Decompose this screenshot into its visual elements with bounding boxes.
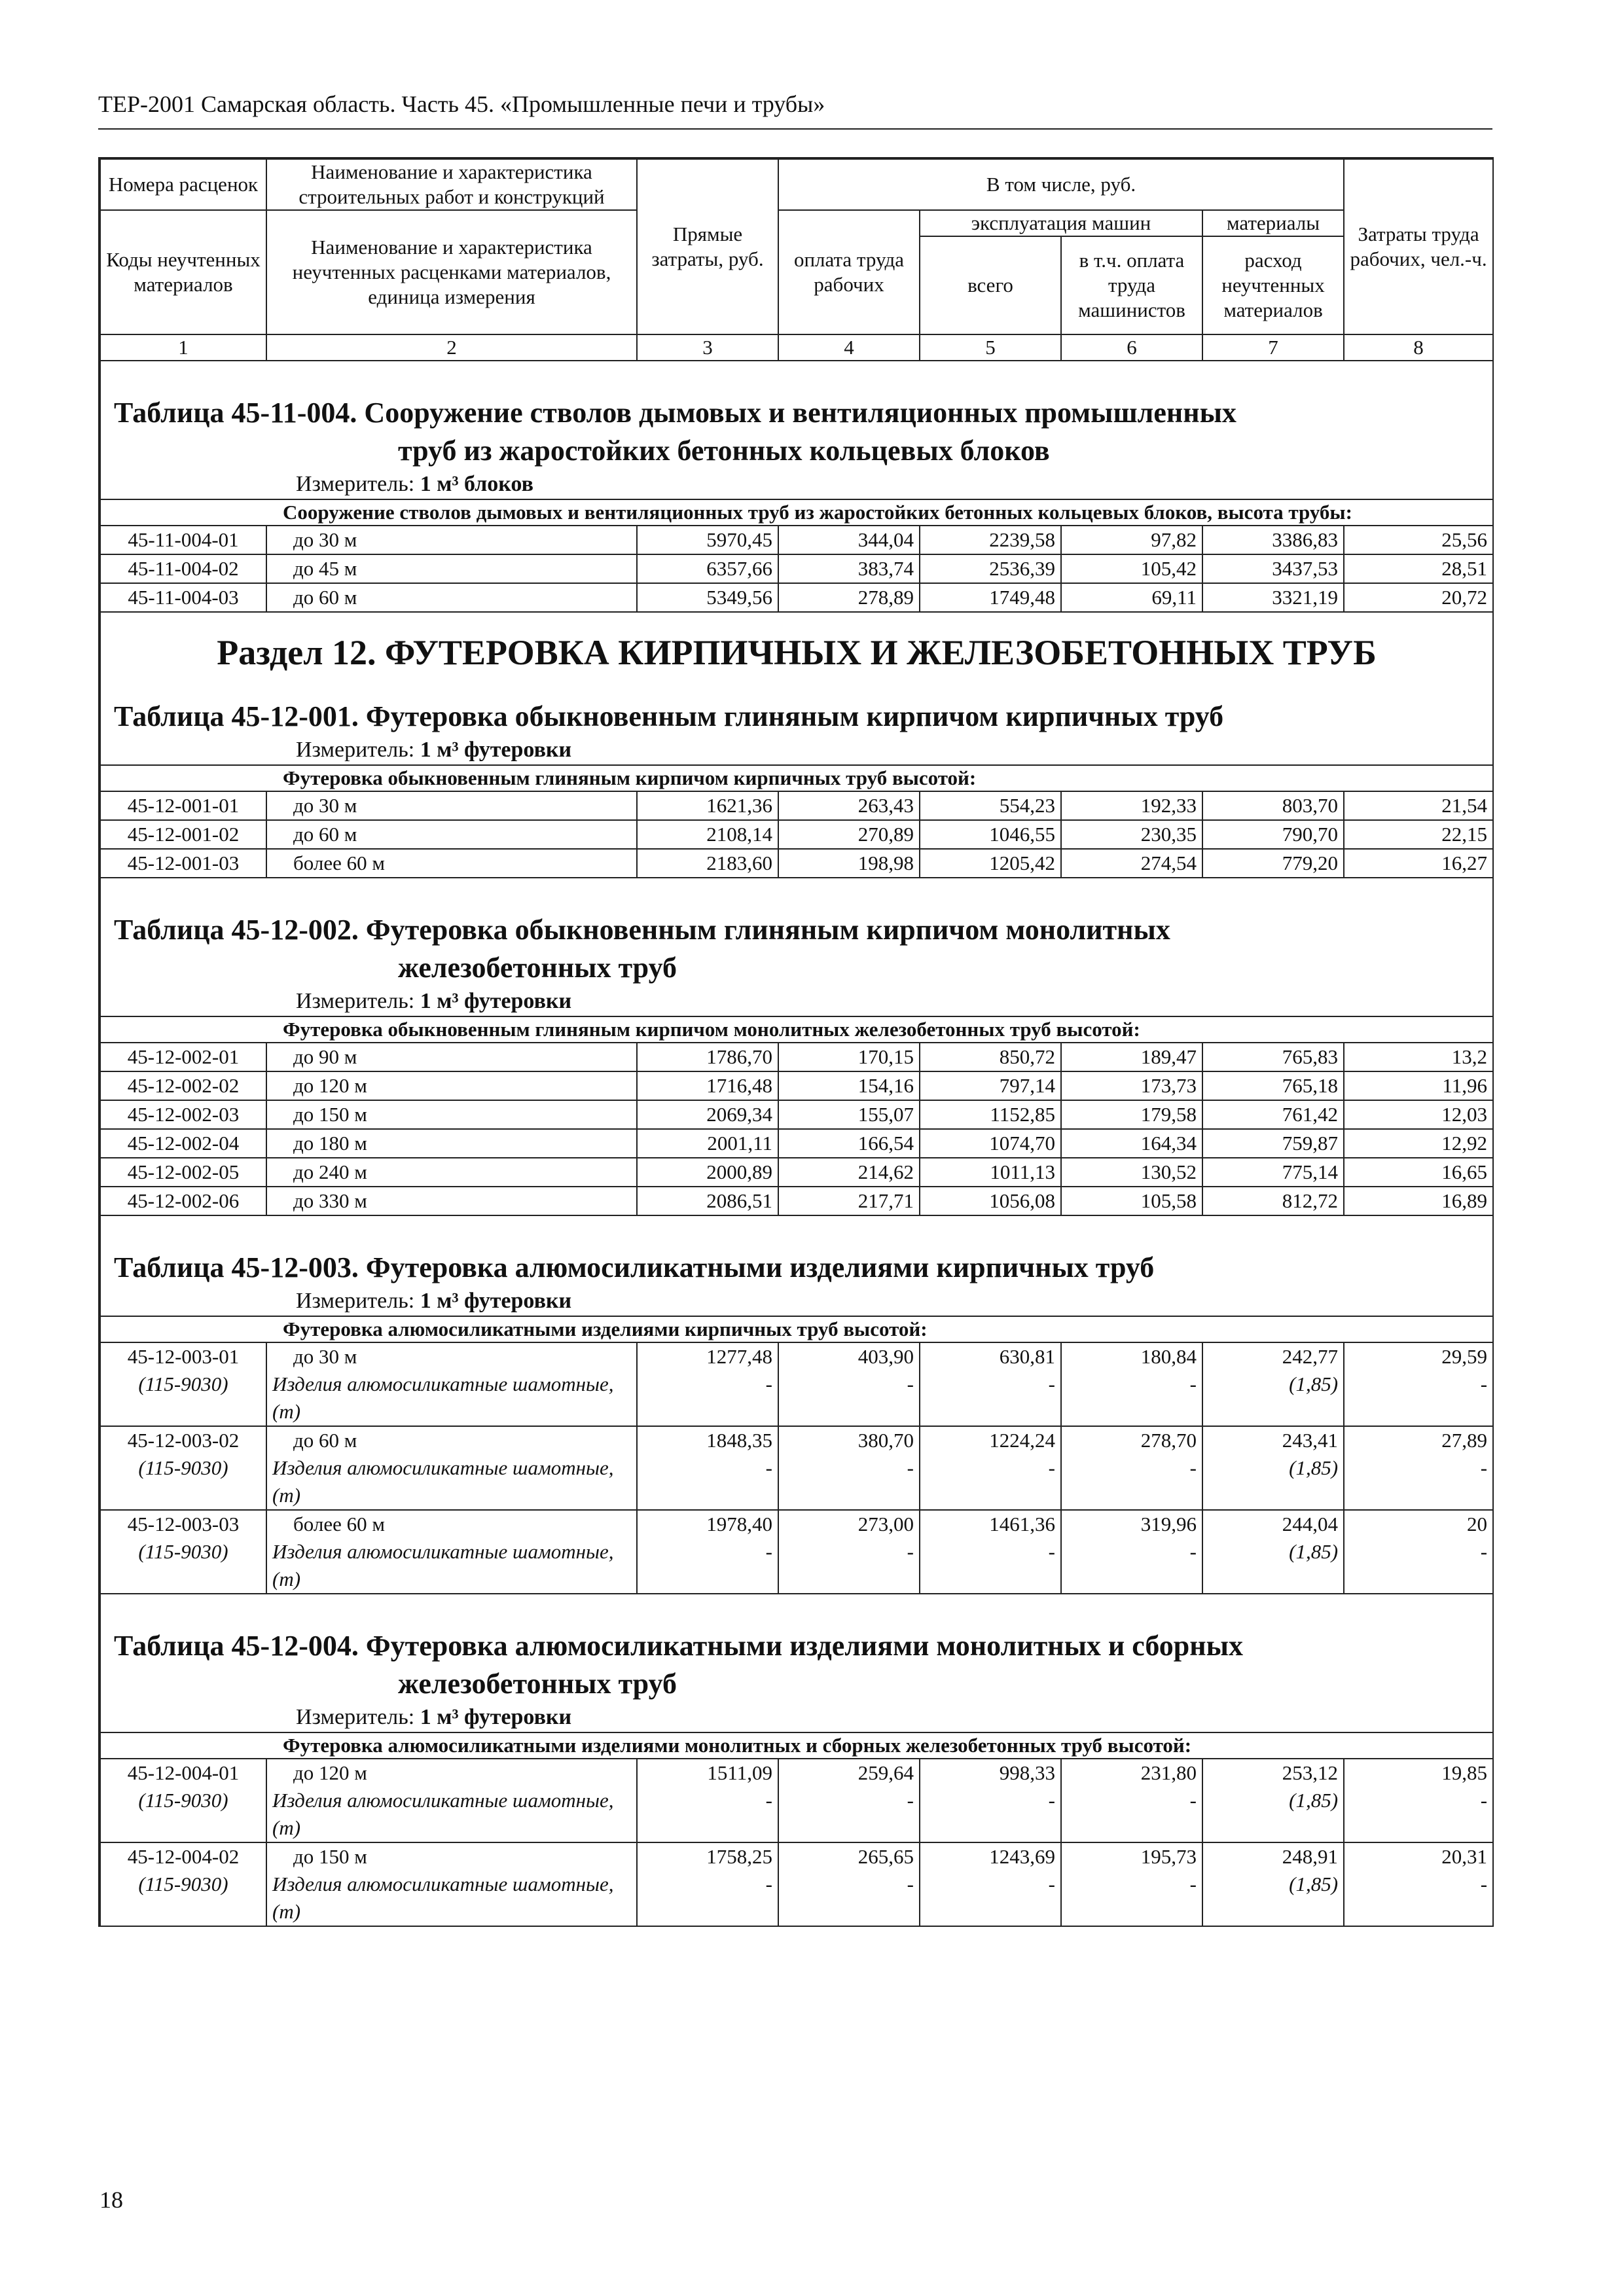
measure-unit: Измеритель: 1 м³ блоков [296, 472, 533, 496]
rate-code: 45-11-004-02 [100, 554, 266, 583]
work-name: до 30 м Изделия алюмосиликатные шамотные, (т) [266, 1342, 637, 1426]
value-cell: 1749,48 [920, 583, 1061, 612]
value-cell: 265,65 - [778, 1842, 920, 1926]
col7-header: расход неучтенных материалов [1202, 236, 1344, 334]
table-title-line2: железобетонных труб [398, 952, 677, 984]
table-row [100, 1510, 1493, 1594]
work-name: до 150 м Изделия алюмосиликатные шамотные, (т) [266, 1842, 637, 1926]
table-title-line2: железобетонных труб [398, 1668, 677, 1700]
value-cell: 25,56 [1344, 526, 1493, 554]
value-cell: 2000,89 [637, 1158, 778, 1187]
value-cell: 1461,36 - [920, 1510, 1061, 1594]
value-cell: 230,35 [1061, 820, 1202, 849]
value-cell: 27,89 - [1344, 1426, 1493, 1510]
rate-code: 45-12-002-01 [100, 1043, 266, 1071]
page-number: 18 [99, 2187, 123, 2213]
col1-bottom: Коды неучтенных материалов [100, 210, 266, 334]
value-cell: 180,84 - [1061, 1342, 1202, 1426]
section-title: Раздел 12. ФУТЕРОВКА КИРПИЧНЫХ И ЖЕЛЕЗОБЕТОННЫХ ТРУБ [217, 633, 1377, 672]
value-cell: 1243,69 - [920, 1842, 1061, 1926]
value-cell: 380,70 - [778, 1426, 920, 1510]
value-cell: 759,87 [1202, 1129, 1344, 1158]
value-cell: 803,70 [1202, 791, 1344, 820]
value-cell: 2001,11 [637, 1129, 778, 1158]
value-cell: 274,54 [1061, 849, 1202, 878]
value-cell: 319,96 - [1061, 1510, 1202, 1594]
value-cell: 403,90 - [778, 1342, 920, 1426]
value-cell: 243,41 (1,85) [1202, 1426, 1344, 1510]
group-heading: Футеровка алюмосиликатными изделиями кирпичных труб высотой: [100, 1316, 1493, 1342]
value-cell: 13,2 [1344, 1043, 1493, 1071]
col-number: 2 [266, 334, 637, 361]
table-title [114, 1627, 1479, 1703]
value-cell: 1978,40 - [637, 1510, 778, 1594]
measure-value: 1 м³ футеровки [420, 1705, 572, 1729]
value-cell: 270,89 [778, 820, 920, 849]
measure-value: 1 м³ блоков [420, 472, 533, 496]
value-cell: 22,15 [1344, 820, 1493, 849]
value-cell: 217,71 [778, 1187, 920, 1215]
col-number: 6 [1061, 334, 1202, 361]
table-row [100, 526, 1493, 554]
value-cell: 263,43 [778, 791, 920, 820]
table-row [100, 1759, 1493, 1842]
table-title-line1: Таблица 45-12-002. Футеровка обыкновенным глиняным кирпичом монолитных [114, 914, 1170, 946]
rate-code: 45-12-001-02 [100, 820, 266, 849]
value-cell: 1786,70 [637, 1043, 778, 1071]
rate-code: 45-12-002-03 [100, 1100, 266, 1129]
col-number: 8 [1344, 334, 1493, 361]
work-name: до 30 м [266, 526, 637, 554]
col6-header: в т.ч. оплата труда машинистов [1061, 236, 1202, 334]
work-name: до 180 м [266, 1129, 637, 1158]
work-name: до 120 м Изделия алюмосиликатные шамотные, (т) [266, 1759, 637, 1842]
col-number: 1 [100, 334, 266, 361]
value-cell: 812,72 [1202, 1187, 1344, 1215]
table-row [100, 820, 1493, 849]
col-number: 4 [778, 334, 920, 361]
measure-unit: Измеритель: 1 м³ футеровки [296, 738, 572, 762]
table-title [114, 1249, 1479, 1287]
table-row [100, 1071, 1493, 1100]
value-cell: 2536,39 [920, 554, 1061, 583]
value-cell: 259,64 - [778, 1759, 920, 1842]
value-cell: 253,12 (1,85) [1202, 1759, 1344, 1842]
value-cell: 1056,08 [920, 1187, 1061, 1215]
rate-code: 45-12-002-04 [100, 1129, 266, 1158]
measure-value: 1 м³ футеровки [420, 989, 572, 1013]
table-row [100, 849, 1493, 878]
value-cell: 3437,53 [1202, 554, 1344, 583]
price-table [99, 158, 1494, 1927]
value-cell: 166,54 [778, 1129, 920, 1158]
value-cell: 105,58 [1061, 1187, 1202, 1215]
value-cell: 69,11 [1061, 583, 1202, 612]
value-cell: 850,72 [920, 1043, 1061, 1071]
value-cell: 173,73 [1061, 1071, 1202, 1100]
work-name: до 45 м [266, 554, 637, 583]
rate-code: 45-12-003-02 (115-9030) [100, 1426, 266, 1510]
table-row [100, 1187, 1493, 1215]
table-title-line1: Таблица 45-12-003. Футеровка алюмосиликатными изделиями кирпичных труб [114, 1251, 1155, 1283]
work-name: более 60 м Изделия алюмосиликатные шамотные, (т) [266, 1510, 637, 1594]
value-cell: 797,14 [920, 1071, 1061, 1100]
col-number: 7 [1202, 334, 1344, 361]
table-title-line1: Таблица 45-11-004. Сооружение стволов дымовых и вентиляционных промышленных [114, 397, 1236, 429]
work-name: до 240 м [266, 1158, 637, 1187]
table-title-line2: труб из жаростойких бетонных кольцевых блоков [398, 435, 1050, 467]
value-cell: 765,83 [1202, 1043, 1344, 1071]
rate-code: 45-12-004-02 (115-9030) [100, 1842, 266, 1926]
value-cell: 170,15 [778, 1043, 920, 1071]
value-cell: 12,03 [1344, 1100, 1493, 1129]
value-cell: 1848,35 - [637, 1426, 778, 1510]
value-cell: 20,72 [1344, 583, 1493, 612]
value-cell: 105,42 [1061, 554, 1202, 583]
value-cell: 2086,51 [637, 1187, 778, 1215]
value-cell: 164,34 [1061, 1129, 1202, 1158]
machines-header: эксплуатация машин [920, 210, 1202, 236]
col2-bottom: Наименование и характеристика неучтенных расценками материалов, единица измерения [266, 210, 637, 334]
col-number: 5 [920, 334, 1061, 361]
work-name: до 90 м [266, 1043, 637, 1071]
group-heading: Сооружение стволов дымовых и вентиляционных труб из жаростойких бетонных кольцевых блоков, высота трубы: [100, 499, 1493, 526]
table-title-line1: Таблица 45-12-001. Футеровка обыкновенным глиняным кирпичом кирпичных труб [114, 700, 1224, 732]
value-cell: 154,16 [778, 1071, 920, 1100]
measure-value: 1 м³ футеровки [420, 738, 572, 762]
value-cell: 1046,55 [920, 820, 1061, 849]
header-rule [98, 128, 1492, 130]
col3-header: Прямые затраты, руб. [637, 159, 778, 334]
value-cell: 19,85 - [1344, 1759, 1493, 1842]
value-cell: 779,20 [1202, 849, 1344, 878]
rate-code: 45-12-001-01 [100, 791, 266, 820]
col1-top: Номера расценок [100, 159, 266, 210]
value-cell: 29,59 - [1344, 1342, 1493, 1426]
materials-header: материалы [1202, 210, 1344, 236]
rate-code: 45-12-003-01 (115-9030) [100, 1342, 266, 1426]
rate-code: 45-12-001-03 [100, 849, 266, 878]
value-cell: 248,91 (1,85) [1202, 1842, 1344, 1926]
work-name: до 60 м [266, 820, 637, 849]
rate-code: 45-12-002-05 [100, 1158, 266, 1187]
measure-value: 1 м³ футеровки [420, 1289, 572, 1313]
group-heading: Футеровка обыкновенным глиняным кирпичом монолитных железобетонных труб высотой: [100, 1016, 1493, 1043]
measure-unit: Измеритель: 1 м³ футеровки [296, 1289, 572, 1313]
value-cell: 179,58 [1061, 1100, 1202, 1129]
col5-header: всего [920, 236, 1061, 334]
table-title-line1: Таблица 45-12-004. Футеровка алюмосиликатными изделиями монолитных и сборных [114, 1630, 1243, 1662]
value-cell: 273,00 - [778, 1510, 920, 1594]
work-name: до 330 м [266, 1187, 637, 1215]
value-cell: 28,51 [1344, 554, 1493, 583]
rate-code: 45-11-004-01 [100, 526, 266, 554]
value-cell: 189,47 [1061, 1043, 1202, 1071]
work-name: до 60 м [266, 583, 637, 612]
value-cell: 2108,14 [637, 820, 778, 849]
value-cell: 5970,45 [637, 526, 778, 554]
value-cell: 998,33 - [920, 1759, 1061, 1842]
value-cell: 278,89 [778, 583, 920, 612]
table-row [100, 1842, 1493, 1926]
table-row [100, 1426, 1493, 1510]
value-cell: 242,77 (1,85) [1202, 1342, 1344, 1426]
col2-top: Наименование и характеристика строительных работ и конструкций [266, 159, 637, 210]
col-number: 3 [637, 334, 778, 361]
value-cell: 16,27 [1344, 849, 1493, 878]
group-heading: Футеровка обыкновенным глиняным кирпичом кирпичных труб высотой: [100, 765, 1493, 791]
table-row [100, 583, 1493, 612]
value-cell: 1011,13 [920, 1158, 1061, 1187]
value-cell: 16,89 [1344, 1187, 1493, 1215]
table-row [100, 1043, 1493, 1071]
value-cell: 6357,66 [637, 554, 778, 583]
value-cell: 244,04 (1,85) [1202, 1510, 1344, 1594]
value-cell: 214,62 [778, 1158, 920, 1187]
value-cell: 765,18 [1202, 1071, 1344, 1100]
value-cell: 20 - [1344, 1510, 1493, 1594]
table-row [100, 1129, 1493, 1158]
work-name: до 30 м [266, 791, 637, 820]
rate-code: 45-12-002-06 [100, 1187, 266, 1215]
table-row [100, 1158, 1493, 1187]
table-row [100, 554, 1493, 583]
value-cell: 761,42 [1202, 1100, 1344, 1129]
value-cell: 3386,83 [1202, 526, 1344, 554]
value-cell: 21,54 [1344, 791, 1493, 820]
value-cell: 5349,56 [637, 583, 778, 612]
col-group-header: В том числе, руб. [778, 159, 1344, 210]
measure-unit: Измеритель: 1 м³ футеровки [296, 1705, 572, 1729]
value-cell: 1074,70 [920, 1129, 1061, 1158]
work-name: до 150 м [266, 1100, 637, 1129]
value-cell: 97,82 [1061, 526, 1202, 554]
value-cell: 775,14 [1202, 1158, 1344, 1187]
value-cell: 3321,19 [1202, 583, 1344, 612]
table-title [114, 394, 1479, 470]
table-title [114, 698, 1479, 736]
value-cell: 192,33 [1061, 791, 1202, 820]
value-cell: 1205,42 [920, 849, 1061, 878]
value-cell: 554,23 [920, 791, 1061, 820]
work-name: более 60 м [266, 849, 637, 878]
value-cell: 2183,60 [637, 849, 778, 878]
value-cell: 2239,58 [920, 526, 1061, 554]
value-cell: 11,96 [1344, 1071, 1493, 1100]
rate-code: 45-12-002-02 [100, 1071, 266, 1100]
value-cell: 130,52 [1061, 1158, 1202, 1187]
value-cell: 12,92 [1344, 1129, 1493, 1158]
value-cell: 1758,25 - [637, 1842, 778, 1926]
value-cell: 198,98 [778, 849, 920, 878]
value-cell: 383,74 [778, 554, 920, 583]
col4-header: оплата труда рабочих [778, 210, 920, 334]
value-cell: 790,70 [1202, 820, 1344, 849]
work-name: до 120 м [266, 1071, 637, 1100]
value-cell: 1277,48 - [637, 1342, 778, 1426]
col8-header: Затраты труда рабочих, чел.-ч. [1344, 159, 1493, 334]
value-cell: 155,07 [778, 1100, 920, 1129]
value-cell: 1152,85 [920, 1100, 1061, 1129]
rate-code: 45-12-003-03 (115-9030) [100, 1510, 266, 1594]
value-cell: 2069,34 [637, 1100, 778, 1129]
value-cell: 1224,24 - [920, 1426, 1061, 1510]
column-header [100, 159, 1493, 361]
value-cell: 231,80 - [1061, 1759, 1202, 1842]
value-cell: 1621,36 [637, 791, 778, 820]
rate-code: 45-11-004-03 [100, 583, 266, 612]
rate-code: 45-12-004-01 (115-9030) [100, 1759, 266, 1842]
table-title [114, 911, 1479, 987]
value-cell: 278,70 - [1061, 1426, 1202, 1510]
running-header: ТЕР-2001 Самарская область. Часть 45. «Промышленные печи и трубы» [98, 91, 825, 117]
table-row [100, 791, 1493, 820]
value-cell: 1716,48 [637, 1071, 778, 1100]
value-cell: 16,65 [1344, 1158, 1493, 1187]
group-heading: Футеровка алюмосиликатными изделиями монолитных и сборных железобетонных труб высотой: [100, 1732, 1493, 1759]
table-row [100, 1342, 1493, 1426]
column-numbers [100, 334, 1493, 361]
price-table-frame [98, 157, 1494, 1927]
table-row [100, 1100, 1493, 1129]
value-cell: 630,81 - [920, 1342, 1061, 1426]
value-cell: 1511,09 - [637, 1759, 778, 1842]
value-cell: 344,04 [778, 526, 920, 554]
measure-unit: Измеритель: 1 м³ футеровки [296, 989, 572, 1013]
value-cell: 195,73 - [1061, 1842, 1202, 1926]
value-cell: 20,31 - [1344, 1842, 1493, 1926]
work-name: до 60 м Изделия алюмосиликатные шамотные, (т) [266, 1426, 637, 1510]
